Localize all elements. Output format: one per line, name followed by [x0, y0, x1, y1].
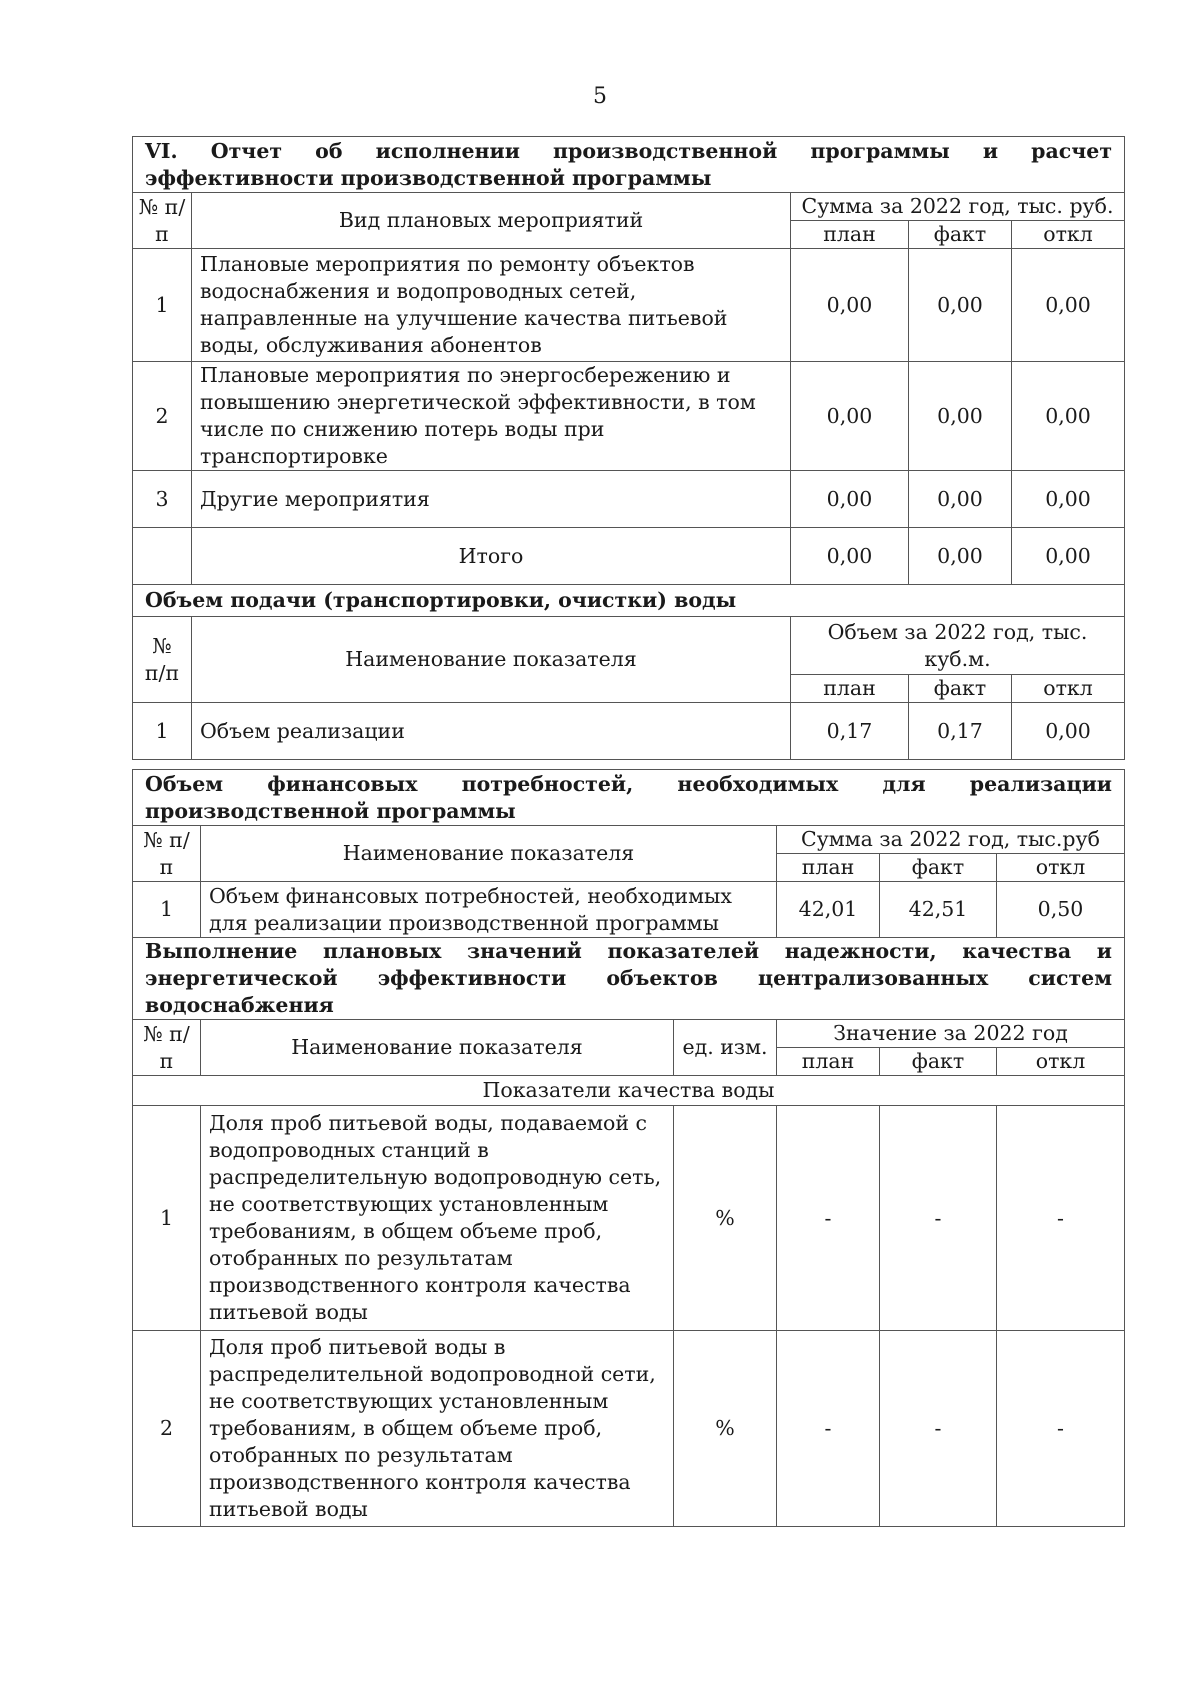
section-title-row: [133, 770, 1125, 826]
table-row: [133, 249, 1125, 362]
header-indicator-name: Наименование показателя: [201, 1020, 674, 1076]
header-indicator-name: Наименование показателя: [201, 826, 777, 882]
total-plan: 0,00: [791, 528, 909, 585]
row-plan: 0,00: [791, 471, 909, 528]
header-number: № п/п: [133, 1020, 201, 1076]
header-value-group: Значение за 2022 год: [777, 1020, 1125, 1048]
section-title: Выполнение плановых значений показателей надежности, качества и энергетической эффективности объектов централизованных систем водоснабжения: [133, 938, 1125, 1020]
header-fact: факт: [909, 221, 1012, 249]
row-name: Объем финансовых потребностей, необходимых для реализации производственной программы: [201, 882, 777, 938]
row-deviation: -: [997, 1331, 1125, 1527]
row-deviation: 0,00: [1012, 471, 1125, 528]
row-number: 2: [133, 362, 192, 471]
header-indicator-name: Наименование показателя: [192, 617, 791, 703]
row-fact: 0,00: [909, 471, 1012, 528]
row-name: Другие мероприятия: [192, 471, 791, 528]
header-plan: план: [791, 675, 909, 703]
row-plan: -: [777, 1331, 880, 1527]
row-fact: -: [880, 1106, 997, 1331]
row-deviation: 0,50: [997, 882, 1125, 938]
row-deviation: 0,00: [1012, 703, 1125, 760]
header-plan: план: [791, 221, 909, 249]
header-fact: факт: [880, 854, 997, 882]
subheader-row: [133, 1076, 1125, 1106]
row-plan: -: [777, 1106, 880, 1331]
header-deviation: откл: [1012, 675, 1125, 703]
row-unit: %: [674, 1106, 777, 1331]
header-plan: план: [777, 1048, 880, 1076]
table-header-row: [133, 193, 1125, 221]
total-row: [133, 528, 1125, 585]
table-header-row: [133, 826, 1125, 854]
row-name: Плановые мероприятия по ремонту объектов водоснабжения и водопроводных сетей, направленные на улучшение качества питьевой воды, обслуживания абонентов: [192, 249, 791, 362]
row-plan: 42,01: [777, 882, 880, 938]
row-deviation: -: [997, 1106, 1125, 1331]
header-number: № п/п: [133, 617, 192, 703]
table-row: [133, 882, 1125, 938]
row-fact: 0,00: [909, 362, 1012, 471]
row-fact: 0,17: [909, 703, 1012, 760]
table-header-row: [133, 617, 1125, 675]
table-row: [133, 1331, 1125, 1527]
section-title-row: [133, 137, 1125, 193]
table-row: [133, 703, 1125, 760]
section-title: Объем финансовых потребностей, необходимых для реализации производственной программы: [133, 770, 1125, 826]
row-unit: %: [674, 1331, 777, 1527]
row-number: 1: [133, 1106, 201, 1331]
row-plan: 0,17: [791, 703, 909, 760]
header-deviation: откл: [1012, 221, 1125, 249]
total-deviation: 0,00: [1012, 528, 1125, 585]
header-plan: план: [777, 854, 880, 882]
row-number: 1: [133, 882, 201, 938]
total-fact: 0,00: [909, 528, 1012, 585]
header-number: № п/п: [133, 826, 201, 882]
header-unit: ед. изм.: [674, 1020, 777, 1076]
row-plan: 0,00: [791, 249, 909, 362]
table-row: [133, 362, 1125, 471]
row-deviation: 0,00: [1012, 249, 1125, 362]
row-fact: 42,51: [880, 882, 997, 938]
row-name: Объем реализации: [192, 703, 791, 760]
financial-and-quality-indicators-table: [132, 769, 1125, 1527]
header-deviation: откл: [997, 854, 1125, 882]
total-label: Итого: [192, 528, 791, 585]
section-title: Объем подачи (транспортировки, очистки) воды: [133, 585, 1125, 617]
row-number: 3: [133, 471, 192, 528]
row-number: 1: [133, 249, 192, 362]
row-fact: 0,00: [909, 249, 1012, 362]
row-number: 2: [133, 1331, 201, 1527]
row-number: 1: [133, 703, 192, 760]
section-title: VI. Отчет об исполнении производственной программы и расчет эффективности производственной программы: [133, 137, 1125, 193]
page-number: 5: [593, 84, 607, 109]
row-fact: -: [880, 1331, 997, 1527]
header-volume-group: Объем за 2022 год, тыс. куб.м.: [791, 617, 1125, 675]
row-plan: 0,00: [791, 362, 909, 471]
header-fact: факт: [909, 675, 1012, 703]
header-number: № п/п: [133, 193, 192, 249]
table-row: [133, 1106, 1125, 1331]
header-sum-group: Сумма за 2022 год, тыс. руб.: [791, 193, 1125, 221]
row-deviation: 0,00: [1012, 362, 1125, 471]
row-name: Доля проб питьевой воды, подаваемой с водопроводных станций в распределительную водопроводную сеть, не соответствующих установленным требованиям, в общем объеме проб, отобранных по результатам производственного контроля качества питьевой воды: [201, 1106, 674, 1331]
production-program-report-table: [132, 136, 1125, 760]
section-title-row: [133, 938, 1125, 1020]
row-name: Плановые мероприятия по энергосбережению и повышению энергетической эффективности, в том числе по снижению потерь воды при транспортировке: [192, 362, 791, 471]
section-title-row: [133, 585, 1125, 617]
total-number-cell: [133, 528, 192, 585]
header-activity-type: Вид плановых мероприятий: [192, 193, 791, 249]
table-row: [133, 471, 1125, 528]
row-name: Доля проб питьевой воды в распределительной водопроводной сети, не соответствующих установленным требованиям, в общем объеме проб, отобранных по результатам производственного контроля качества питьевой воды: [201, 1331, 674, 1527]
header-deviation: откл: [997, 1048, 1125, 1076]
table-header-row: [133, 1020, 1125, 1048]
header-fact: факт: [880, 1048, 997, 1076]
header-sum-group: Сумма за 2022 год, тыс.руб: [777, 826, 1125, 854]
water-quality-subheader: Показатели качества воды: [133, 1076, 1125, 1106]
